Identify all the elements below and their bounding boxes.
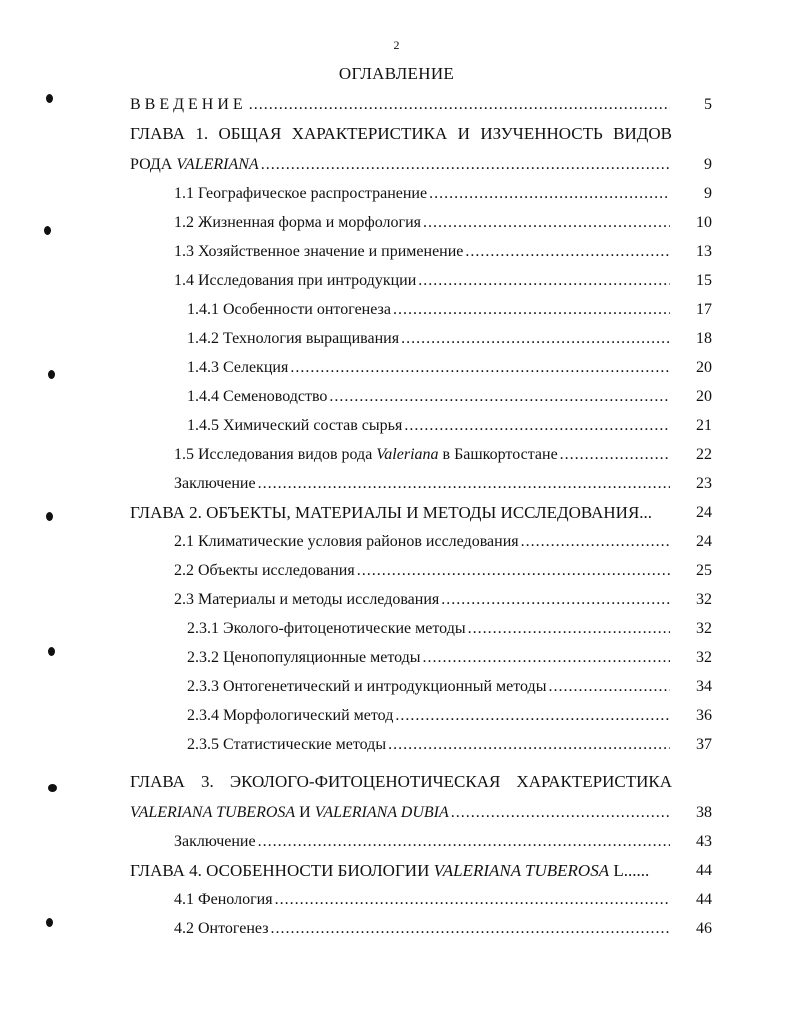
toc-entry-label-tail: в Башкортостане	[438, 446, 558, 463]
toc-entry-page: 32	[696, 649, 712, 666]
toc-entry-page: 20	[696, 388, 712, 405]
toc-entry-page: 44	[696, 891, 712, 908]
toc-entry-chapter-1	[130, 152, 712, 178]
toc-entry-label: ГЛАВА 2. ОБЪЕКТЫ, МАТЕРИАЛЫ И МЕТОДЫ ИССЛЕДОВАНИЯ...	[130, 503, 653, 522]
toc-entry-label: 1.3 Хозяйственное значение и применение	[174, 243, 464, 260]
toc-entry-label: 1.2 Жизненная форма и морфология	[174, 214, 422, 231]
page-number: 2	[393, 38, 400, 52]
toc-entry-2-3-2	[187, 645, 712, 671]
toc-entry-4-1	[174, 887, 712, 913]
toc-entry-label: ВВЕДЕНИЕ	[130, 96, 247, 113]
toc-entry-label: 1.4.2 Технология выращивания	[187, 330, 400, 347]
toc-entry-label: 2.3.5 Статистические методы	[187, 736, 387, 753]
toc-entry-label: 2.3.1 Эколого-фитоценотические методы	[187, 620, 466, 637]
toc-entry-label: Заключение	[174, 475, 256, 492]
toc-entry-page: 9	[704, 185, 712, 202]
toc-entry-label: 2.3.2 Ценопопуляционные методы	[187, 649, 421, 666]
toc-entry-page: 24	[696, 504, 712, 521]
toc-entry-label: 2.3 Материалы и методы исследования	[174, 591, 440, 608]
toc-entry-conclusion-1	[174, 471, 712, 497]
toc-entry-page: 44	[696, 862, 712, 879]
toc-entry-2-2	[174, 558, 712, 584]
toc-entry-page: 18	[696, 330, 712, 347]
toc-entry-label: 4.1 Фенология	[174, 891, 273, 908]
toc-entry-1-4-1	[187, 297, 712, 323]
toc-entry-page: 15	[696, 272, 712, 289]
toc-entry-page: 36	[696, 707, 712, 724]
toc-entry-label: 1.4.4 Семеноводство	[187, 388, 328, 405]
toc-entry-2-3-5	[187, 732, 712, 758]
toc-entry-page: 46	[696, 920, 712, 937]
toc-entry-label-italic: Valeriana	[376, 446, 439, 463]
toc-entry-label: РОДА	[130, 156, 177, 173]
toc-entry-label: Заключение	[174, 833, 256, 850]
toc-entry-2-1	[174, 529, 712, 555]
toc-entry-page: 9	[704, 156, 712, 173]
toc-entry-label: 1.4.5 Химический состав сырья	[187, 417, 403, 434]
toc-entry-1-1	[174, 181, 712, 207]
toc-entry-label: 2.3.3 Онтогенетический и интродукционный методы	[187, 678, 547, 695]
toc-entry-label: 4.2 Онтогенез	[174, 920, 269, 937]
toc-entry-label: 2.2 Объекты исследования	[174, 562, 355, 579]
toc-entry-page: 17	[696, 301, 712, 318]
toc-entry-label: 1.5 Исследования видов рода	[174, 446, 377, 463]
toc-entry-page: 24	[696, 533, 712, 550]
toc-entry-label-italic: VALERIANA	[176, 156, 259, 173]
toc-entry-label: И	[295, 804, 315, 821]
toc-entry-1-4	[174, 268, 712, 294]
toc-entry-1-4-2	[187, 326, 712, 352]
toc-entry-label: 1.4.1 Особенности онтогенеза	[187, 301, 391, 318]
toc-entry-label: 1.1 Географическое распространение	[174, 185, 428, 202]
toc-entry-1-3	[174, 239, 712, 265]
toc-entry-label: 2.3.4 Морфологический метод	[187, 707, 394, 724]
toc-entry-page: 10	[696, 214, 712, 231]
toc-entry-page: 32	[696, 620, 712, 637]
toc-entry-label-italic: VALERIANA TUBEROSA	[433, 861, 610, 880]
toc-entry-label-italic: VALERIANA TUBEROSA	[130, 804, 296, 821]
toc-entry-1-4-5	[187, 413, 712, 439]
toc-entry-1-4-4	[187, 384, 712, 410]
toc-title: ОГЛАВЛЕНИЕ	[338, 64, 455, 83]
toc-entry-label: 2.1 Климатические условия районов исследования	[174, 533, 519, 550]
toc-entry-4-2	[174, 916, 712, 942]
toc-entry-page: 38	[696, 804, 712, 821]
toc-entry-intro	[130, 92, 712, 118]
toc-entry-2-3-1	[187, 616, 712, 642]
toc-entry-label: 1.4.3 Селекция	[187, 359, 289, 376]
toc-entry-2-3	[174, 587, 712, 613]
toc-entry-chapter-4	[130, 858, 712, 884]
toc-entry-label: 1.4 Исследования при интродукции	[174, 272, 417, 289]
toc-chapter-1-heading: ГЛАВА 1. ОБЩАЯ ХАРАКТЕРИСТИКА И ИЗУЧЕННОСТЬ ВИДОВ	[130, 124, 672, 143]
toc-entry-label-tail: L......	[609, 861, 650, 880]
toc-entry-page: 20	[696, 359, 712, 376]
toc-entry-1-4-3	[187, 355, 712, 381]
table-of-contents	[0, 92, 793, 952]
toc-chapter-3-heading: ГЛАВА 3. ЭКОЛОГО-ФИТОЦЕНОТИЧЕСКАЯ ХАРАКТЕРИСТИКА	[130, 772, 672, 791]
toc-entry-1-5	[174, 442, 712, 468]
toc-entry-page: 23	[696, 475, 712, 492]
toc-entry-page: 13	[696, 243, 712, 260]
toc-entry-1-2	[174, 210, 712, 236]
toc-entry-2-3-4	[187, 703, 712, 729]
toc-entry-page: 32	[696, 591, 712, 608]
toc-entry-page: 5	[704, 96, 712, 113]
toc-entry-page: 37	[696, 736, 712, 753]
toc-entry-page: 43	[696, 833, 712, 850]
toc-entry-2-3-3	[187, 674, 712, 700]
toc-entry-page: 21	[696, 417, 712, 434]
toc-entry-page: 34	[696, 678, 712, 695]
toc-entry-label-italic: VALERIANA DUBIA	[314, 804, 449, 821]
toc-entry-conclusion-3	[174, 829, 712, 855]
toc-entry-page: 22	[696, 446, 712, 463]
toc-entry-chapter-2	[130, 500, 712, 526]
toc-entry-label: ГЛАВА 4. ОСОБЕННОСТИ БИОЛОГИИ	[130, 861, 434, 880]
toc-entry-chapter-3	[130, 800, 712, 826]
toc-entry-page: 25	[696, 562, 712, 579]
